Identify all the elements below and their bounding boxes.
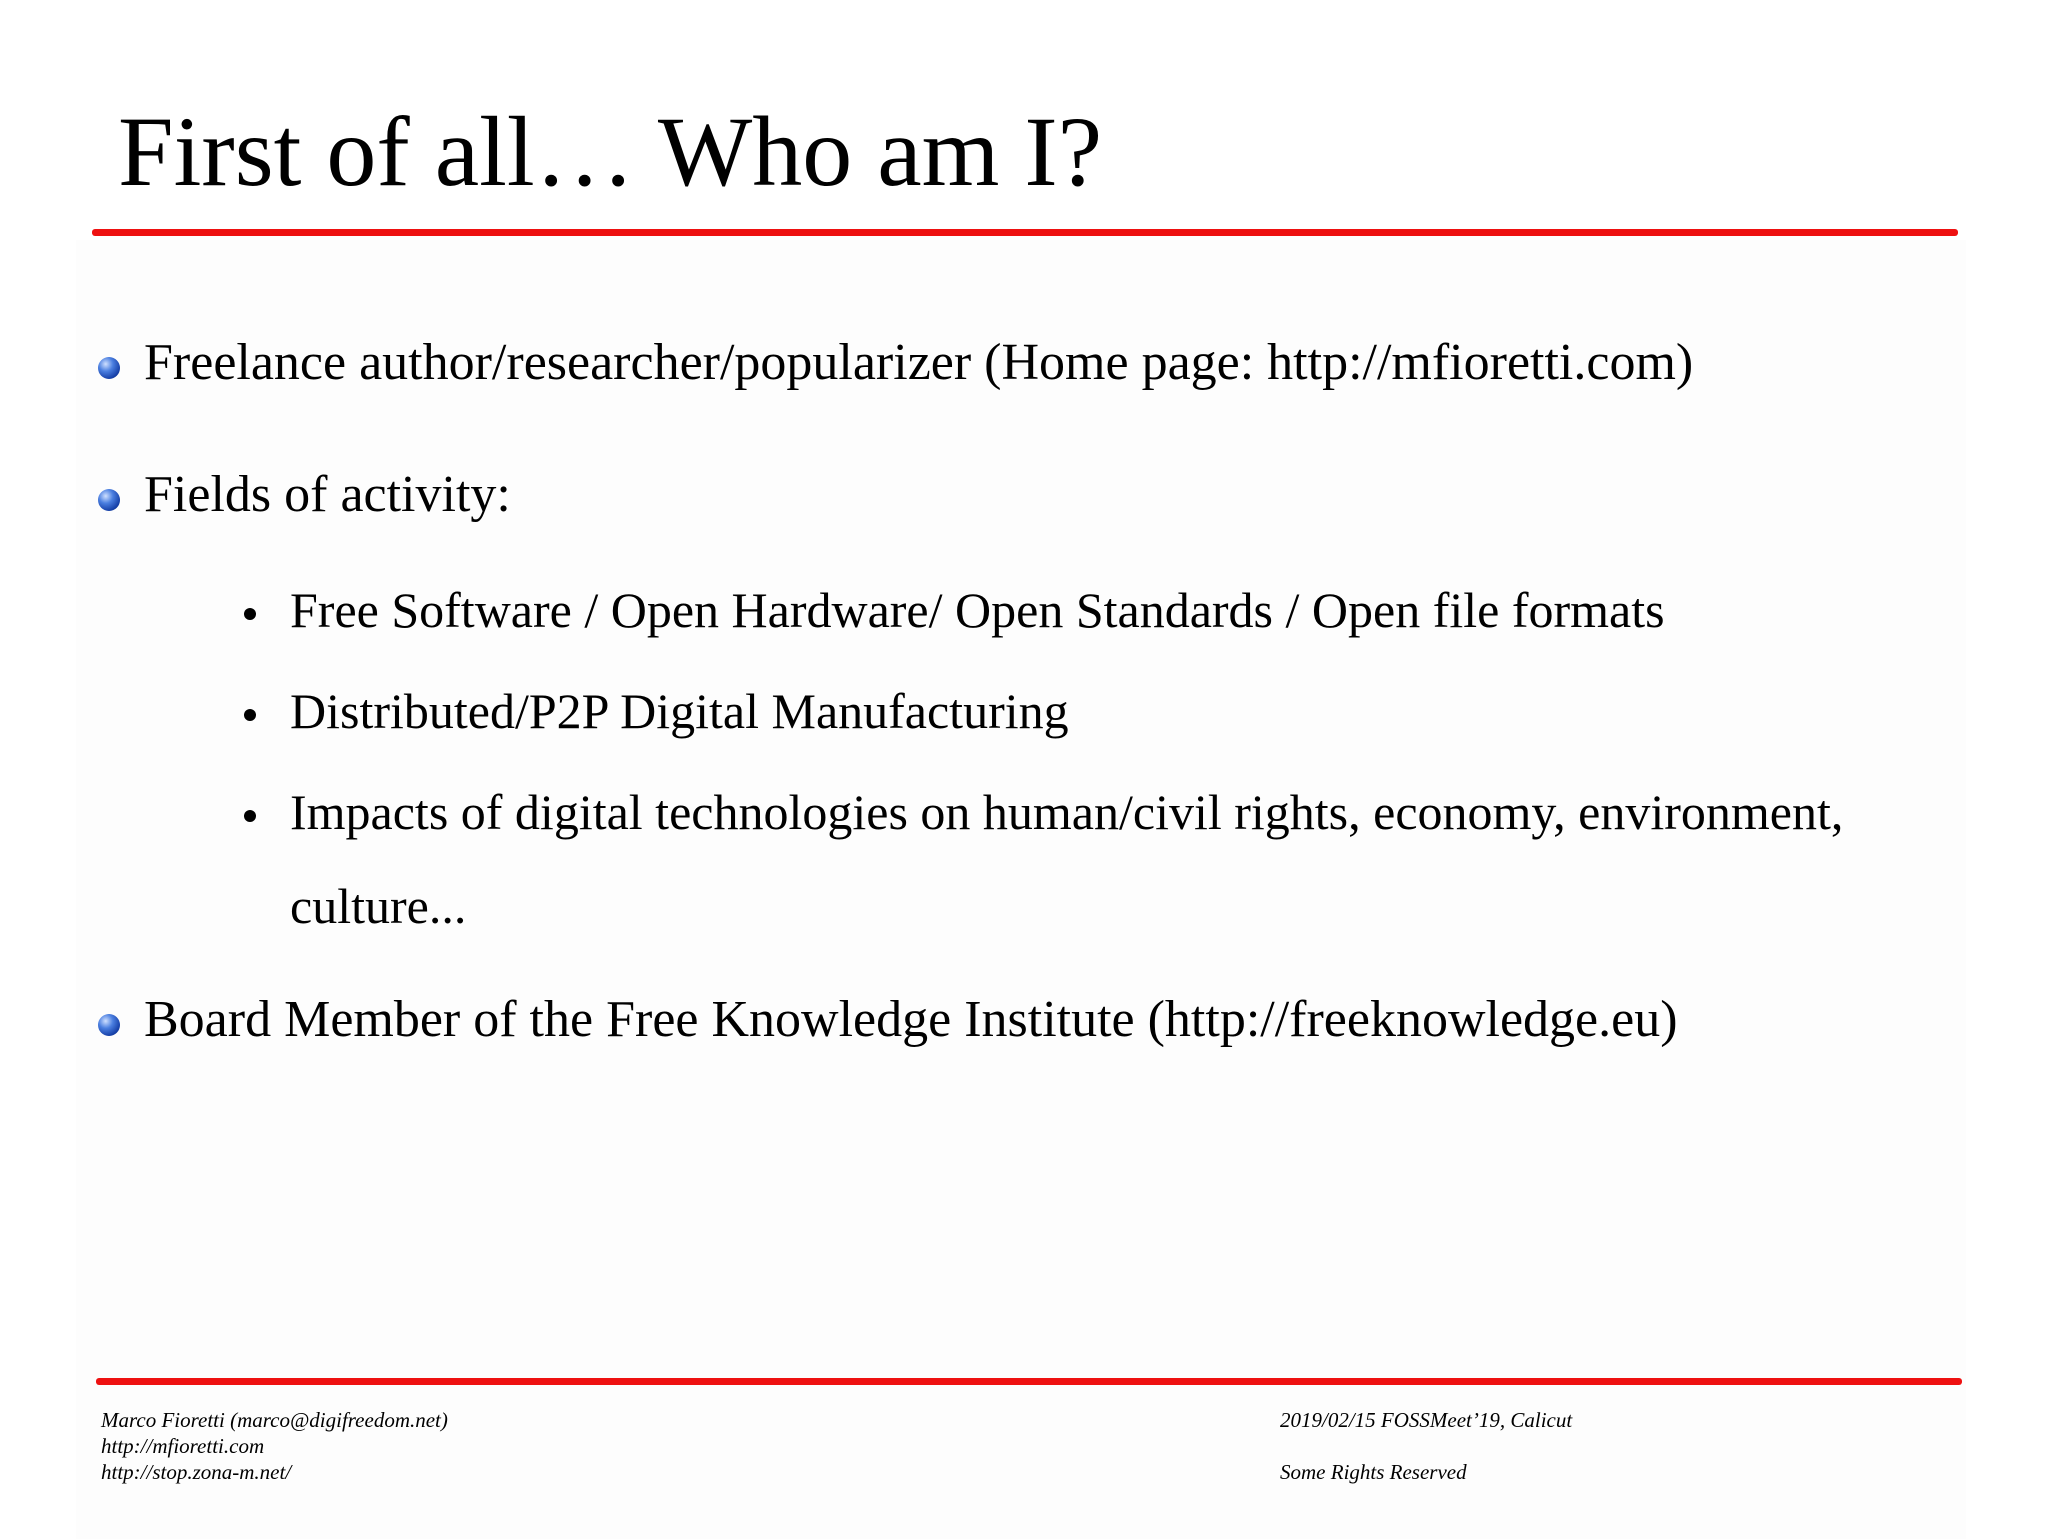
bullet-item-board-member bbox=[98, 988, 1948, 1052]
sub-bullet-item-impacts bbox=[240, 780, 1940, 940]
dot-bullet-icon bbox=[244, 608, 256, 620]
sub-bullet-text: Impacts of digital technologies on human/civil rights, economy, environment, culture... bbox=[290, 784, 1844, 934]
slide-title: First of all… Who am I? bbox=[118, 96, 1103, 207]
dot-bullet-icon bbox=[244, 709, 256, 721]
footer-author: Marco Fioretti (marco@digifreedom.net) bbox=[101, 1408, 448, 1432]
title-divider bbox=[92, 229, 1958, 236]
bullet-text: Fields of activity: bbox=[144, 466, 511, 523]
footer-blog: http://stop.zona-m.net/ bbox=[101, 1460, 292, 1484]
footer-divider bbox=[96, 1378, 1962, 1385]
footer-homepage: http://mfioretti.com bbox=[101, 1434, 265, 1458]
sub-bullet-item-free-software bbox=[240, 578, 1940, 642]
blue-sphere-bullet-icon bbox=[98, 357, 120, 379]
bullet-item-fields bbox=[98, 463, 1948, 527]
blue-sphere-bullet-icon bbox=[98, 489, 120, 511]
blue-sphere-bullet-icon bbox=[98, 1014, 120, 1036]
bullet-text: Freelance author/researcher/popularizer (Home page: http://mfioretti.com) bbox=[144, 334, 1694, 391]
sub-bullet-item-digital-manufacturing bbox=[240, 679, 1940, 743]
bullet-item-freelance bbox=[98, 331, 1948, 395]
footer-date-event: 2019/02/15 FOSSMeet’19, Calicut bbox=[1280, 1408, 1573, 1432]
sub-bullet-text: Distributed/P2P Digital Manufacturing bbox=[290, 683, 1069, 739]
bullet-text: Board Member of the Free Knowledge Institute (http://freeknowledge.eu) bbox=[144, 991, 1678, 1048]
sub-bullet-text: Free Software / Open Hardware/ Open Standards / Open file formats bbox=[290, 582, 1665, 638]
dot-bullet-icon bbox=[244, 810, 256, 822]
footer-rights: Some Rights Reserved bbox=[1280, 1460, 1467, 1484]
